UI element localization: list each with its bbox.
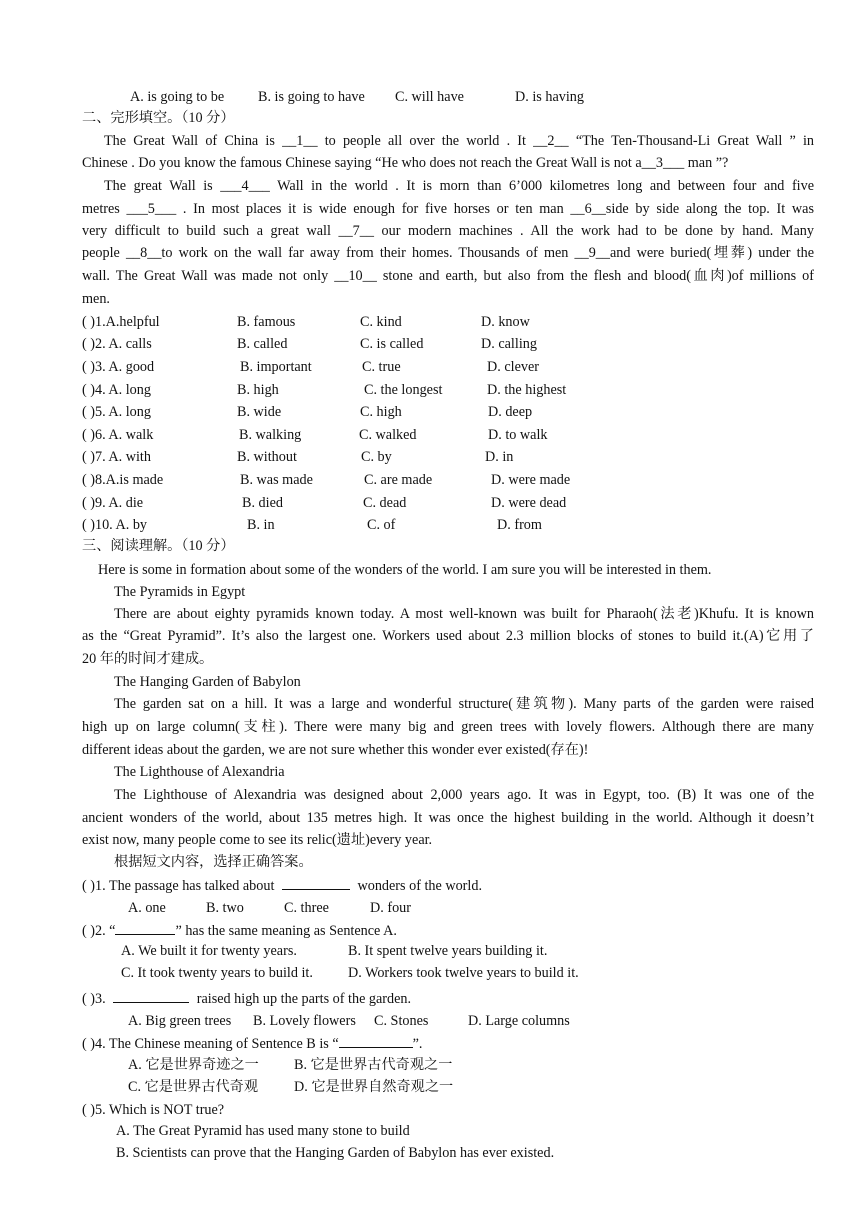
- reading-q4-stem: ( )4. The Chinese meaning of Sentence B is “: [82, 1036, 339, 1052]
- cloze-q-option-d: D. in: [485, 449, 514, 465]
- reading-q3-option: D. Large columns: [468, 1013, 570, 1029]
- pyramids-line: There are about eighty pyramids known today. A most well-known was built for Pharaoh(法老)Khufu. It is known: [114, 606, 814, 622]
- cloze-q-number-a: ( )1.A.helpful: [82, 314, 160, 330]
- garden-line: different ideas about the garden, we are not sure whether this wonder ever existed(存在)!: [82, 742, 589, 758]
- pyramids-title: The Pyramids in Egypt: [114, 584, 246, 600]
- cloze-q-option-b: B. was made: [240, 472, 313, 488]
- cloze-q-number-a: ( )8.A.is made: [82, 472, 164, 488]
- reading-q1-option: B. two: [206, 900, 244, 916]
- section3-heading: 三、阅读理解。（10 分）: [82, 538, 235, 554]
- cloze-q-option-c: C. the longest: [364, 382, 443, 398]
- cloze-q-option-c: C. by: [361, 449, 392, 465]
- reading-q2-option: B. It spent twelve years building it.: [348, 943, 548, 959]
- cloze-q-option-c: C. is called: [360, 336, 424, 352]
- garden-line: high up on large column(支柱). There were many big and green trees with lovely flowers. Although there are many: [82, 719, 814, 735]
- cloze-q-option-b: B. wide: [237, 404, 282, 420]
- cloze-q-option-b: B. without: [237, 449, 297, 465]
- reading-q4-option: D. 它是世界自然奇观之一: [294, 1079, 454, 1095]
- reading-intro: Here is some in formation about some of the wonders of the world. I am sure you will be interested in them.: [98, 562, 712, 578]
- cloze-q-option-b: B. high: [237, 382, 279, 398]
- cloze-q-number-a: ( )2. A. calls: [82, 336, 152, 352]
- reading-q2-stem: ( )2. “: [82, 923, 116, 939]
- reading-q3-option: B. Lovely flowers: [253, 1013, 356, 1029]
- cloze-q-option-b: B. important: [240, 359, 312, 375]
- answer-blank: [282, 875, 350, 890]
- reading-q4-option: C. 它是世界古代奇观: [128, 1079, 259, 1095]
- cloze-para1-line: The Great Wall of China is __1__ to people all over the world . It __2__ “The Ten-Thousand-Li Great Wall ” in: [104, 133, 814, 149]
- garden-line: The garden sat on a hill. It was a large and wonderful structure(建筑物). Many parts of the garden were raised: [114, 696, 814, 712]
- prev-option-a: A. is going to be: [130, 89, 225, 105]
- cloze-q-option-c: C. walked: [359, 427, 417, 443]
- cloze-q-number-a: ( )10. A. by: [82, 517, 148, 533]
- cloze-q-option-c: C. kind: [360, 314, 402, 330]
- answer-blank: [339, 1033, 413, 1048]
- cloze-para2-line: very difficult to build such a great wall __7__ our modern machines . All the work had to be done by hand. Many: [82, 223, 814, 239]
- cloze-q-option-b: B. called: [237, 336, 288, 352]
- pyramids-line: as the “Great Pyramid”. It’s also the largest one. Workers used about 2.3 million blocks of stones to build it.(A)它用了: [82, 628, 814, 644]
- prev-option-c: C. will have: [395, 89, 464, 105]
- reading-q4-stem-end: ”.: [412, 1036, 423, 1052]
- cloze-q-number-a: ( )5. A. long: [82, 404, 151, 420]
- cloze-para2-line: The great Wall is ___4___ Wall in the world . It is morn than 6’000 kilometres long and between four and five: [104, 178, 814, 194]
- cloze-q-number-a: ( )6. A. walk: [82, 427, 154, 443]
- reading-q5-stem: ( )5. Which is NOT true?: [82, 1102, 225, 1118]
- cloze-q-option-c: C. are made: [364, 472, 433, 488]
- cloze-q-option-b: B. famous: [237, 314, 296, 330]
- reading-q3-stem-end: raised high up the parts of the garden.: [196, 991, 412, 1007]
- cloze-q-option-d: D. clever: [487, 359, 539, 375]
- lighthouse-title: The Lighthouse of Alexandria: [114, 764, 285, 780]
- cloze-q-option-d: D. from: [497, 517, 542, 533]
- reading-q1-option: C. three: [284, 900, 329, 916]
- lighthouse-line: ancient wonders of the world, about 135 metres high. It was once the highest building in the world. Although it doesn’t: [82, 810, 814, 826]
- cloze-q-option-c: C. high: [360, 404, 402, 420]
- cloze-q-option-d: D. were dead: [491, 495, 567, 511]
- reading-q2: [82, 920, 397, 941]
- cloze-q-option-d: D. were made: [491, 472, 571, 488]
- cloze-q-option-d: D. deep: [488, 404, 533, 420]
- prev-option-b: B. is going to have: [258, 89, 365, 105]
- cloze-q-option-c: C. dead: [363, 495, 407, 511]
- reading-q1-stem-end: wonders of the world.: [357, 878, 482, 894]
- cloze-q-number-a: ( )4. A. long: [82, 382, 151, 398]
- reading-q5-option: B. Scientists can prove that the Hanging Garden of Babylon has ever existed.: [116, 1145, 555, 1161]
- reading-q1-option: A. one: [128, 900, 166, 916]
- cloze-q-option-d: D. the highest: [487, 382, 567, 398]
- reading-q1-stem: ( )1. The passage has talked about: [82, 878, 275, 894]
- cloze-q-option-b: B. walking: [239, 427, 302, 443]
- reading-q3: [82, 988, 411, 1009]
- cloze-q-option-b: B. in: [247, 517, 275, 533]
- garden-title: The Hanging Garden of Babylon: [114, 674, 301, 690]
- cloze-q-number-a: ( )7. A. with: [82, 449, 151, 465]
- cloze-q-option-b: B. died: [242, 495, 283, 511]
- reading-q3-option: C. Stones: [374, 1013, 429, 1029]
- pyramids-line: 20 年的时间才建成。: [82, 651, 214, 667]
- section2-heading: 二、完形填空。（10 分）: [82, 110, 235, 126]
- reading-q1: [82, 875, 482, 896]
- reading-q2-stem-end: ” has the same meaning as Sentence A.: [175, 923, 397, 939]
- reading-q2-option: A. We built it for twenty years.: [121, 943, 297, 959]
- reading-q4-option: B. 它是世界古代奇观之一: [294, 1057, 453, 1073]
- cloze-q-option-c: C. true: [362, 359, 401, 375]
- reading-q1-option: D. four: [370, 900, 411, 916]
- cloze-para2-line: people __8__to work on the wall far away from their homes. Thousands of men __9__and were buried(埋葬) under the: [82, 245, 814, 261]
- cloze-q-number-a: ( )9. A. die: [82, 495, 144, 511]
- reading-instruction: 根据短文内容，选择正确答案。: [114, 854, 313, 870]
- reading-q3-stem: ( )3.: [82, 991, 106, 1007]
- cloze-q-number-a: ( )3. A. good: [82, 359, 155, 375]
- cloze-q-option-c: C. of: [367, 517, 396, 533]
- reading-q2-option: D. Workers took twelve years to build it.: [348, 965, 579, 981]
- reading-q4-option: A. 它是世界奇迹之一: [128, 1057, 259, 1073]
- lighthouse-line: The Lighthouse of Alexandria was designed about 2,000 years ago. It was in Egypt, too. (B) It was one of the: [114, 787, 814, 803]
- cloze-para2-line: metres ___5___ . In most places it is wide enough for five horses or ten man __6__side by side along the top. It was: [82, 201, 814, 217]
- lighthouse-line: exist now, many people come to see its relic(遗址)every year.: [82, 832, 433, 848]
- answer-blank: [113, 988, 189, 1003]
- cloze-para2-line: men.: [82, 291, 110, 307]
- prev-option-d: D. is having: [515, 89, 584, 105]
- cloze-q-option-d: D. calling: [481, 336, 537, 352]
- reading-q2-option: C. It took twenty years to build it.: [121, 965, 313, 981]
- cloze-q-option-d: D. know: [481, 314, 530, 330]
- cloze-para1-line: Chinese . Do you know the famous Chinese saying “He who does not reach the Great Wall is not a__3___ man ”?: [82, 155, 729, 171]
- cloze-q-option-d: D. to walk: [488, 427, 548, 443]
- answer-blank: [115, 920, 175, 935]
- reading-q4: [82, 1033, 422, 1054]
- cloze-para2-line: wall. The Great Wall was made not only __10__ stone and earth, but also from the flesh and blood(血肉)of millions of: [82, 268, 814, 284]
- reading-q5-option: A. The Great Pyramid has used many stone to build: [116, 1123, 410, 1139]
- reading-q3-option: A. Big green trees: [128, 1013, 232, 1029]
